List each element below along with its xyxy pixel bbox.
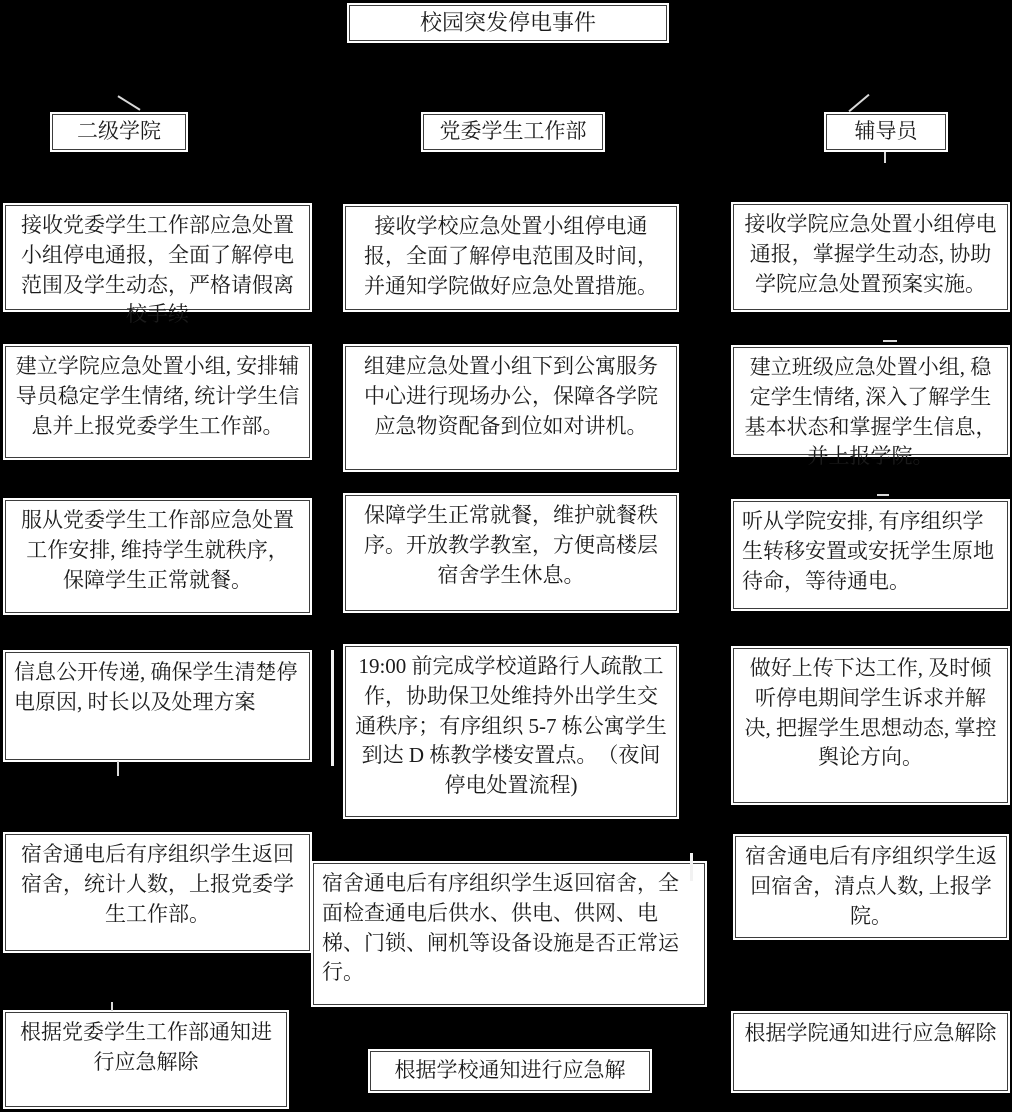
column-header-college: 二级学院 xyxy=(52,114,186,150)
counselor-step-5: 宿舍通电后有序组织学生返回宿舍，清点人数, 上报学院。 xyxy=(735,836,1007,938)
connector-line xyxy=(111,1002,113,1011)
connector-line xyxy=(117,761,119,776)
college-step-4: 信息公开传递, 确保学生清楚停电原因, 时长以及处理方案 xyxy=(5,652,310,760)
dept-step-4: 19:00 前完成学校道路行人疏散工作，协助保卫处维持外出学生交通秩序；有序组织 5-7 栋公寓学生到达 D 栋教学楼安置点。 （夜间停电处置流程) xyxy=(345,646,677,817)
counselor-step-2: 建立班级应急处置小组, 稳定学生情绪, 深入了解学生基本状态和掌握学生信息，并上报学院。 xyxy=(733,347,1008,455)
college-step-5: 宿舍通电后有序组织学生返回宿舍，统计人数，上报党委学生工作部。 xyxy=(5,834,310,951)
dept-step-6: 根据学校通知进行应急解 xyxy=(370,1051,650,1091)
dept-step-3: 保障学生正常就餐，维护就餐秩序。开放教学教室，方便高楼层宿舍学生休息。 xyxy=(345,495,677,611)
column-header-student-work-dept: 党委学生工作部 xyxy=(423,114,603,150)
dept-step-1: 接收学校应急处置小组停电通报，全面了解停电范围及时间，并通知学院做好应急处置措施。 xyxy=(345,206,677,310)
connector-line xyxy=(883,340,897,342)
connector-line xyxy=(690,853,693,881)
counselor-step-4: 做好上传下达工作, 及时倾听停电期间学生诉求并解决, 把握学生思想动态, 掌控舆论方向。 xyxy=(733,648,1008,803)
connector-line xyxy=(884,151,886,163)
column-header-counselor: 辅导员 xyxy=(826,114,946,150)
college-step-2: 建立学院应急处置小组, 安排辅导员稳定学生情绪, 统计学生信息并上报党委学生工作部。 xyxy=(5,346,310,458)
dept-step-5: 宿舍通电后有序组织学生返回宿舍，全面检查通电后供水、供电、供网、电梯、门锁、闸机等设备设施是否正常运行。 xyxy=(313,863,705,1005)
college-step-1: 接收党委学生工作部应急处置小组停电通报，全面了解停电范围及学生动态，严格请假离校手续 xyxy=(5,205,310,310)
college-step-6: 根据党委学生工作部通知进行应急解除 xyxy=(5,1012,287,1107)
connector-line xyxy=(117,95,140,110)
connector-line xyxy=(331,650,334,766)
counselor-step-3: 听从学院安排, 有序组织学生转移安置或安抚学生原地待命，等待通电。 xyxy=(733,501,1008,609)
counselor-step-1: 接收学院应急处置小组停电通报，掌握学生动态, 协助学院应急处置预案实施。 xyxy=(733,204,1008,310)
connector-line xyxy=(877,494,889,496)
counselor-step-6: 根据学院通知进行应急解除 xyxy=(733,1013,1008,1091)
college-step-3: 服从党委学生工作部应急处置工作安排, 维持学生就秩序， 保障学生正常就餐。 xyxy=(5,500,310,613)
connector-line xyxy=(848,94,869,112)
title-box: 校园突发停电事件 xyxy=(349,5,667,41)
dept-step-2: 组建应急处置小组下到公寓服务中心进行现场办公，保障各学院应急物资配备到位如对讲机。 xyxy=(345,346,677,470)
